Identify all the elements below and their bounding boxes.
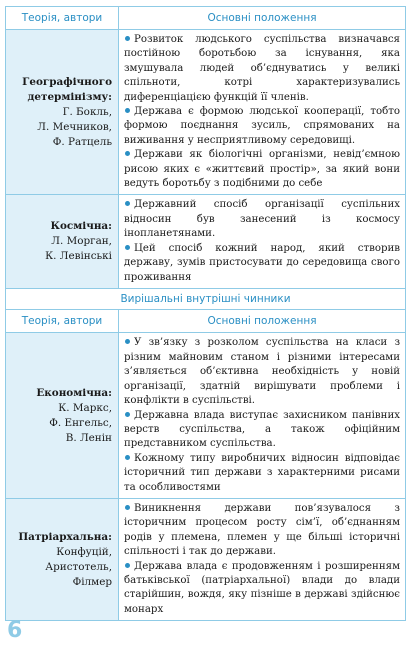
theory-name: Патріархальна: [18,530,112,543]
author: К. Маркс, [58,401,112,414]
provision-item [124,336,400,408]
author: В. Ленін [65,431,112,444]
theories-table [5,6,406,621]
theory-cell [6,498,119,620]
section-row [6,289,406,310]
bullet-icon [125,151,130,156]
provision-text: Виникнення держави пов’язувалося з історичним процесом росту сім’ї, об’єднанням родів у племена, племен у ще більші історичні спільності і так до держави. [124,502,400,558]
provision-text: Державна влада виступає захисником панівних верств суспільства, а також офіційним представником суспільства. [124,409,400,450]
table-row [6,498,406,620]
provision-text: Кожному типу виробничих відносин відповідає історичний тип держави з характерними рисами та особливостями [124,452,400,493]
table-row [6,30,406,195]
table-row [6,333,406,498]
theory-name: Географічного детермінізму: [22,75,112,103]
author: Г. Бокль, [62,105,112,118]
page-number: 6 [7,618,23,643]
provision-text: Цей спосіб кожний народ, який створив державу, зумів пристосувати до середовища свого проживання [124,242,400,283]
provision-text: Державний спосіб організації суспільних відносин був занесений із космосу інопланетянами. [124,199,400,240]
provision-item [124,502,400,560]
table-row [6,195,406,289]
provisions-cell [119,30,406,195]
provision-text: Держава є формою людської кооперації, тобто формою поєднання зусиль, спрямованих на виживання у несприятливому середовищі. [124,106,400,146]
author: Конфуцій, [56,545,112,558]
header-provisions: Основні положення [119,310,406,333]
author: Ф. Ратцель [52,135,112,148]
provision-item [124,560,400,618]
provision-item [124,33,400,105]
author: Філмер [72,575,112,588]
provision-item [124,452,400,495]
bullet-icon [125,36,130,41]
bullet-icon [125,505,130,510]
bullet-icon [125,201,130,206]
provision-item [124,409,400,452]
theory-cell [6,195,119,289]
provisions-cell [119,498,406,620]
bullet-icon [125,245,130,250]
bullet-icon [125,108,130,113]
header-provisions: Основні положення [119,7,406,30]
theory-cell [6,333,119,498]
provision-text: Розвиток людського суспільства визначався постійною боротьбою за існування, яка змушувала людей об’єднуватись у великі спільноти, котрі характеризувались диференціацією функцій її членів. [124,34,400,103]
bullet-icon [125,412,130,417]
theory-cell [6,30,119,195]
table-header [6,7,406,30]
author: Л. Мечников, [37,120,112,133]
author: Ф. Енгельс, [49,416,112,429]
section-title: Вирішальні внутрішні чинники [6,289,406,310]
author: Аристотель, [45,560,112,573]
provision-item [124,105,400,148]
provisions-cell [119,333,406,498]
table-header [6,310,406,333]
provision-item [124,198,400,241]
bullet-icon [125,339,130,344]
header-theory: Теорія, автори [6,7,119,30]
author: Л. Морган, [51,235,112,248]
provision-item [124,242,400,285]
provision-text: У зв’язку з розколом суспільства на класи з різним майновим станом і різними інтересами з’являється об’єктивна необхідність у новій організації, здатній вирішувати проблеми і конфлікти в суспільстві. [124,337,400,407]
provisions-cell [119,195,406,289]
theory-name: Космічна: [50,220,112,233]
provision-text: Держави як біологічні організми, невід’ємною рисою яких є «життєвий простір», за який вони ведуть боротьбу з подібними до себе [124,149,400,190]
header-theory: Теорія, автори [6,310,119,333]
bullet-icon [125,455,130,460]
provision-text: Держава влада є продовженням і розширенням батьківської (патріархальної) влади до влади старійшин, вождя, яку пізніше в державі здійснює монарх [124,560,400,615]
bullet-icon [125,563,130,568]
provision-item [124,148,400,191]
author: К. Левінські [45,250,112,263]
theory-name: Економічна: [36,386,112,399]
